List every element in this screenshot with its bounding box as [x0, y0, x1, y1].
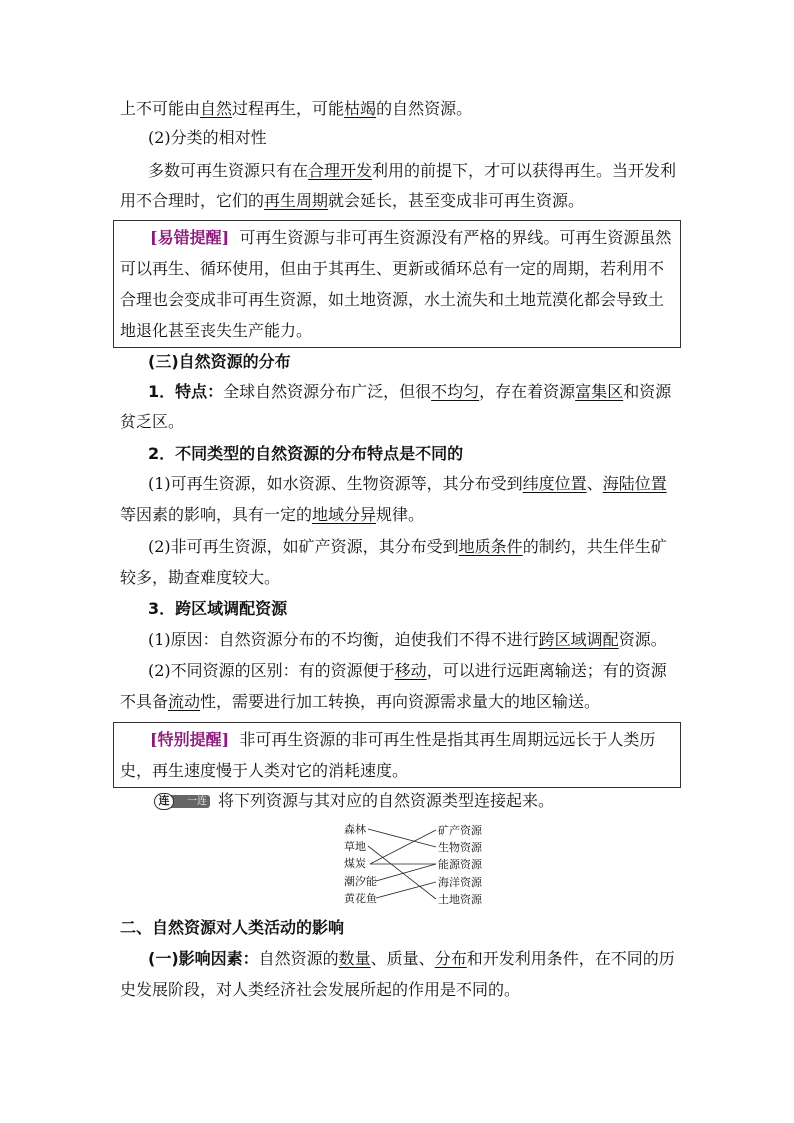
text: 多数可再生资源只有在: [148, 161, 309, 180]
text: 、: [586, 474, 603, 493]
text: (2)非可再生资源，如矿产资源，其分布受到: [148, 537, 459, 556]
underlined-term: 自然: [200, 99, 233, 118]
underlined-term: 纬度位置: [522, 474, 587, 493]
underlined-term: 地域分异: [312, 505, 377, 524]
diagram-left-item: 森林: [344, 823, 366, 836]
tip-line: [150, 729, 655, 751]
paragraph-line: [120, 411, 184, 433]
underlined-term: 枯竭: [344, 99, 377, 118]
match-line: [370, 830, 436, 864]
text: 非可再生资源的非可再生性是指其再生周期远远长于人类历: [239, 730, 656, 749]
underlined-term: 移动: [394, 661, 427, 680]
underlined-term: 不均匀: [431, 382, 480, 401]
text: 的制约，共生伴生矿: [522, 537, 667, 556]
diagram-right-item: 能源资源: [438, 858, 482, 871]
text: 贫乏区。: [120, 412, 185, 431]
text: 自然资源的: [258, 949, 339, 968]
text: 资源。: [618, 630, 667, 649]
underlined-term: 数量: [338, 949, 371, 968]
underlined-term: 富集区: [575, 382, 624, 401]
text: 3．跨区域调配资源: [148, 599, 288, 618]
underlined-term: 流动: [168, 692, 201, 711]
text: 规律。: [376, 505, 425, 524]
text: ，可以进行远距离输送；有的资源: [426, 661, 667, 680]
diagram-right-item: 矿产资源: [438, 824, 482, 837]
exercise-prompt: [154, 790, 554, 812]
underlined-term: 分布: [434, 949, 467, 968]
text: 上不可能由: [120, 99, 201, 118]
tip-line: 地退化甚至丧失生产能力。: [120, 321, 313, 340]
item-heading: [148, 443, 463, 465]
text: 的自然资源。: [376, 99, 473, 118]
text: 、质量、: [370, 949, 435, 968]
item-label: 1．特点：: [148, 382, 224, 401]
text: (2)不同资源的区别：有的资源便于: [148, 661, 395, 680]
item-heading: [148, 598, 287, 620]
tip-line: 史，再生速度慢于人类对它的消耗速度。: [120, 761, 409, 780]
paragraph-line: [148, 381, 671, 403]
matching-lines: [340, 820, 500, 910]
paragraph-line: [148, 536, 667, 558]
matching-diagram: [340, 820, 500, 910]
paragraph-line: [148, 160, 676, 182]
text: 二、自然资源对人类活动的影响: [120, 918, 345, 937]
item-label: (一)影响因素：: [148, 949, 259, 968]
paragraph-line: [148, 629, 667, 651]
section-heading: [120, 917, 344, 939]
paragraph-line: [148, 948, 675, 970]
text: 利用的前提下，才可以获得再生。当开发利: [372, 161, 677, 180]
text: 较多，勘查难度较大。: [120, 568, 281, 587]
underlined-term: 跨区域调配: [538, 630, 619, 649]
text: 性，需要进行加工转换，再向资源需求量大的地区输送。: [200, 692, 601, 711]
diagram-left-item: 草地: [344, 840, 366, 853]
tip-tag: [易错提醒]: [150, 228, 230, 247]
badge-right: 一连: [166, 795, 210, 808]
paragraph-line: [148, 473, 667, 495]
tip-box-special-note: [113, 722, 681, 788]
text: 等因素的影响，具有一定的: [120, 505, 313, 524]
text: 将下列资源与其对应的自然资源类型连接起来。: [218, 791, 555, 810]
text: 过程再生，可能: [232, 99, 345, 118]
text: 全球自然资源分布广泛，但很: [223, 382, 432, 401]
text: 史发展阶段，对人类经济社会发展所起的作用是不同的。: [120, 980, 521, 999]
text: (1)原因：自然资源分布的不均衡，迫使我们不得不进行: [148, 630, 539, 649]
diagram-left-item: 煤炭: [344, 857, 366, 870]
text: (2)分类的相对性: [148, 128, 267, 147]
text: 和资源: [623, 382, 672, 401]
tip-box-common-errors: [113, 220, 681, 348]
diagram-left-item: 黄花鱼: [344, 892, 377, 905]
paragraph-line: [148, 660, 667, 682]
text: (三)自然资源的分布: [148, 352, 291, 371]
match-line: [376, 864, 436, 881]
text: ，存在着资源: [479, 382, 576, 401]
text: (1)可再生资源，如水资源、生物资源等，其分布受到: [148, 474, 523, 493]
section-heading: [148, 351, 291, 373]
diagram-right-item: 土地资源: [438, 893, 482, 906]
diagram-right-item: 海洋资源: [438, 876, 482, 889]
diagram-right-item: 生物资源: [438, 841, 482, 854]
text: 用不合理时，它们的: [120, 191, 265, 210]
paragraph-line: [120, 979, 520, 1001]
tip-tag: [特别提醒]: [150, 730, 230, 749]
diagram-left-item: 潮汐能: [344, 875, 377, 888]
match-line: [368, 829, 436, 847]
text: 可再生资源与非可再生资源没有严格的界线。可再生资源虽然: [239, 228, 672, 247]
paragraph-line: [120, 691, 600, 713]
paragraph-line: [120, 98, 472, 120]
tip-line: 可以再生、循环使用，但由于其再生、更新或循环总有一定的周期，若利用不: [120, 259, 665, 278]
badge-left: 连: [154, 793, 174, 810]
paragraph-line: [120, 504, 424, 526]
tip-line: [150, 227, 671, 249]
text: 不具备: [120, 692, 169, 711]
subheading: [148, 127, 267, 149]
text: 就会延长，甚至变成非可再生资源。: [328, 191, 585, 210]
lian-yi-lian-badge: [154, 793, 210, 810]
underlined-term: 地质条件: [458, 537, 523, 556]
tip-line: 合理也会变成非可再生资源，如土地资源，水土流失和土地荒漠化都会导致土: [120, 290, 665, 309]
text: 2．不同类型的自然资源的分布特点是不同的: [148, 444, 464, 463]
paragraph-line: [120, 567, 280, 589]
text: 和开发利用条件，在不同的历: [466, 949, 675, 968]
match-line: [376, 882, 436, 898]
underlined-term: 海陆位置: [602, 474, 667, 493]
underlined-term: 合理开发: [308, 161, 373, 180]
underlined-term: 再生周期: [264, 191, 329, 210]
paragraph-line: [120, 190, 584, 212]
